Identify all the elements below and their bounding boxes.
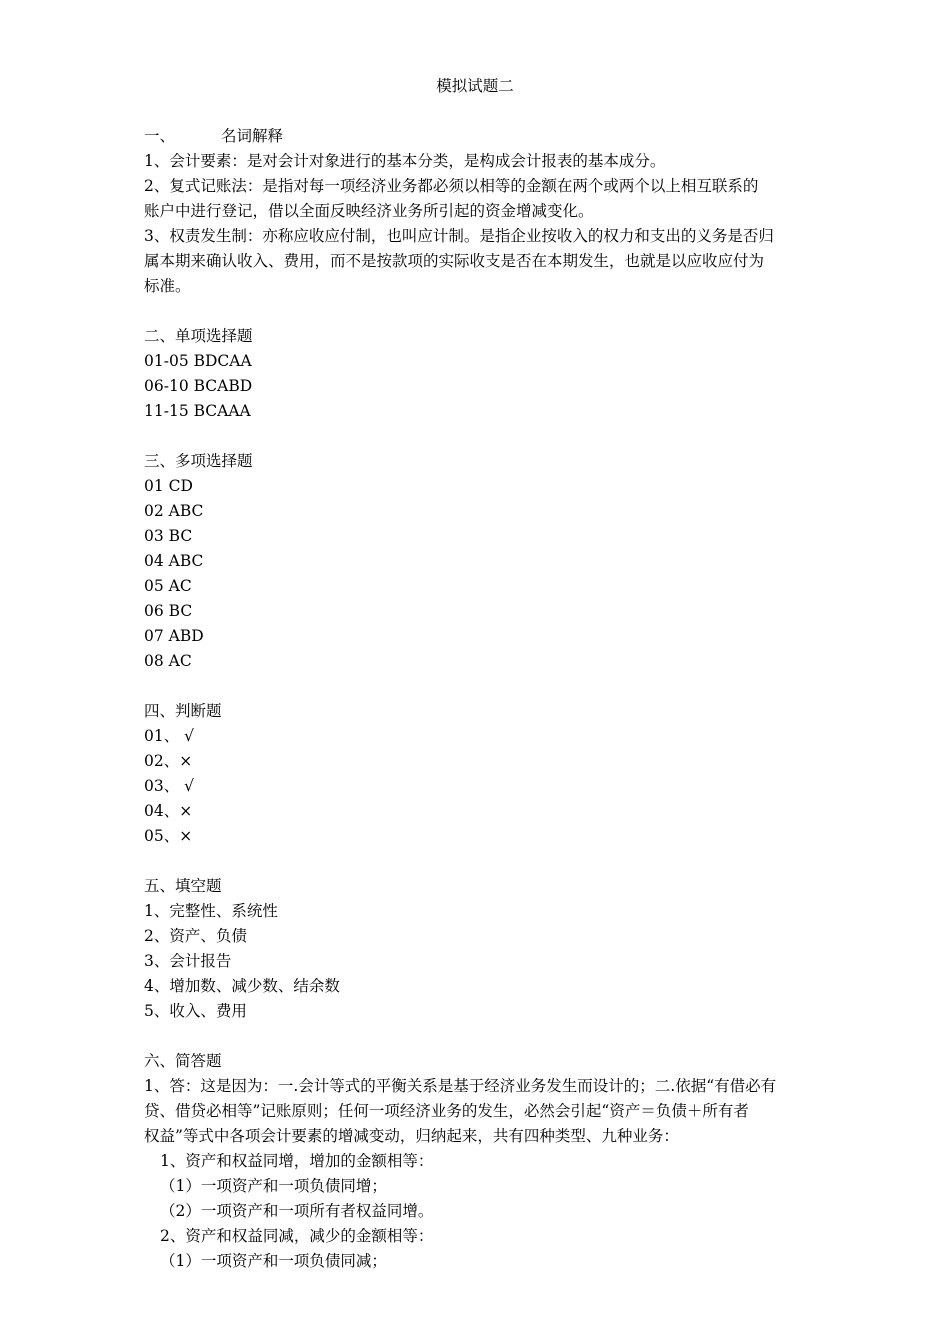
answer-line: 06-10 BCABD: [144, 377, 253, 395]
answer-line: 01 CD: [144, 477, 193, 495]
answer-line: 02、×: [144, 752, 193, 770]
section-heading-single-choice: 二、单项选择题: [144, 327, 253, 345]
section-number: 一、: [144, 127, 176, 145]
answer-line: 3、会计报告: [144, 952, 232, 970]
section-title: 名词解释: [221, 127, 284, 145]
text-line: 2、资产和权益同减，减少的金额相等：: [160, 1227, 434, 1245]
answer-line: 01、 √: [144, 727, 195, 745]
answer-line: 03、 √: [144, 777, 195, 795]
text-line: 属本期来确认收入、费用，而不是按款项的实际收支是否在本期发生，也就是以应收应付为: [144, 252, 765, 270]
text-line: （2）一项资产和一项所有者权益同增。: [160, 1202, 434, 1220]
section-heading-terms: [144, 126, 283, 146]
answer-line: 11-15 BCAAA: [144, 402, 251, 420]
answer-line: 01-05 BDCAA: [144, 352, 252, 370]
text-line: （1）一项资产和一项负债同减；: [160, 1252, 387, 1270]
answer-line: 2、资产、负债: [144, 927, 247, 945]
text-line: 账户中进行登记，借以全面反映经济业务所引起的资金增减变化。: [144, 202, 594, 220]
answer-line: 4、增加数、减少数、结余数: [144, 977, 340, 995]
section-heading-short-answer: 六、简答题: [144, 1052, 222, 1070]
text-line: 贷、借贷必相等”记账原则；任何一项经济业务的发生，必然会引起“资产＝负债＋所有者: [144, 1102, 749, 1120]
text-line: 标准。: [144, 277, 191, 295]
answer-line: 5、收入、费用: [144, 1002, 247, 1020]
answer-line: 08 AC: [144, 652, 192, 670]
page-title: 模拟试题二: [436, 77, 514, 95]
answer-line: 06 BC: [144, 602, 193, 620]
answer-line: 04 ABC: [144, 552, 204, 570]
text-line: 2、复式记账法：是指对每一项经济业务都必须以相等的金额在两个或两个以上相互联系的: [144, 177, 759, 195]
text-line: 1、会计要素：是对会计对象进行的基本分类，是构成会计报表的基本成分。: [144, 152, 666, 170]
answer-line: 04、×: [144, 802, 193, 820]
section-heading-true-false: 四、判断题: [144, 702, 222, 720]
text-line: 1、答：这是因为：一.会计等式的平衡关系是基于经济业务发生而设计的；二.依据“有借必有: [144, 1077, 777, 1095]
answer-line: 07 ABD: [144, 627, 204, 645]
text-line: （1）一项资产和一项负债同增；: [160, 1177, 387, 1195]
text-line: 3、权责发生制：亦称应收应付制，也叫应计制。是指企业按收入的权力和支出的义务是否归: [144, 227, 774, 245]
section-heading-multi-choice: 三、多项选择题: [144, 452, 253, 470]
section-heading-fill-blank: 五、填空题: [144, 877, 222, 895]
answer-line: 1、完整性、系统性: [144, 902, 278, 920]
answer-line: 05 AC: [144, 577, 192, 595]
answer-line: 02 ABC: [144, 502, 204, 520]
text-line: 1、资产和权益同增，增加的金额相等：: [160, 1152, 434, 1170]
text-line: 权益”等式中各项会计要素的增减变动，归纳起来，共有四种类型、九种业务：: [144, 1127, 679, 1145]
answer-line: 03 BC: [144, 527, 193, 545]
answer-line: 05、×: [144, 827, 193, 845]
